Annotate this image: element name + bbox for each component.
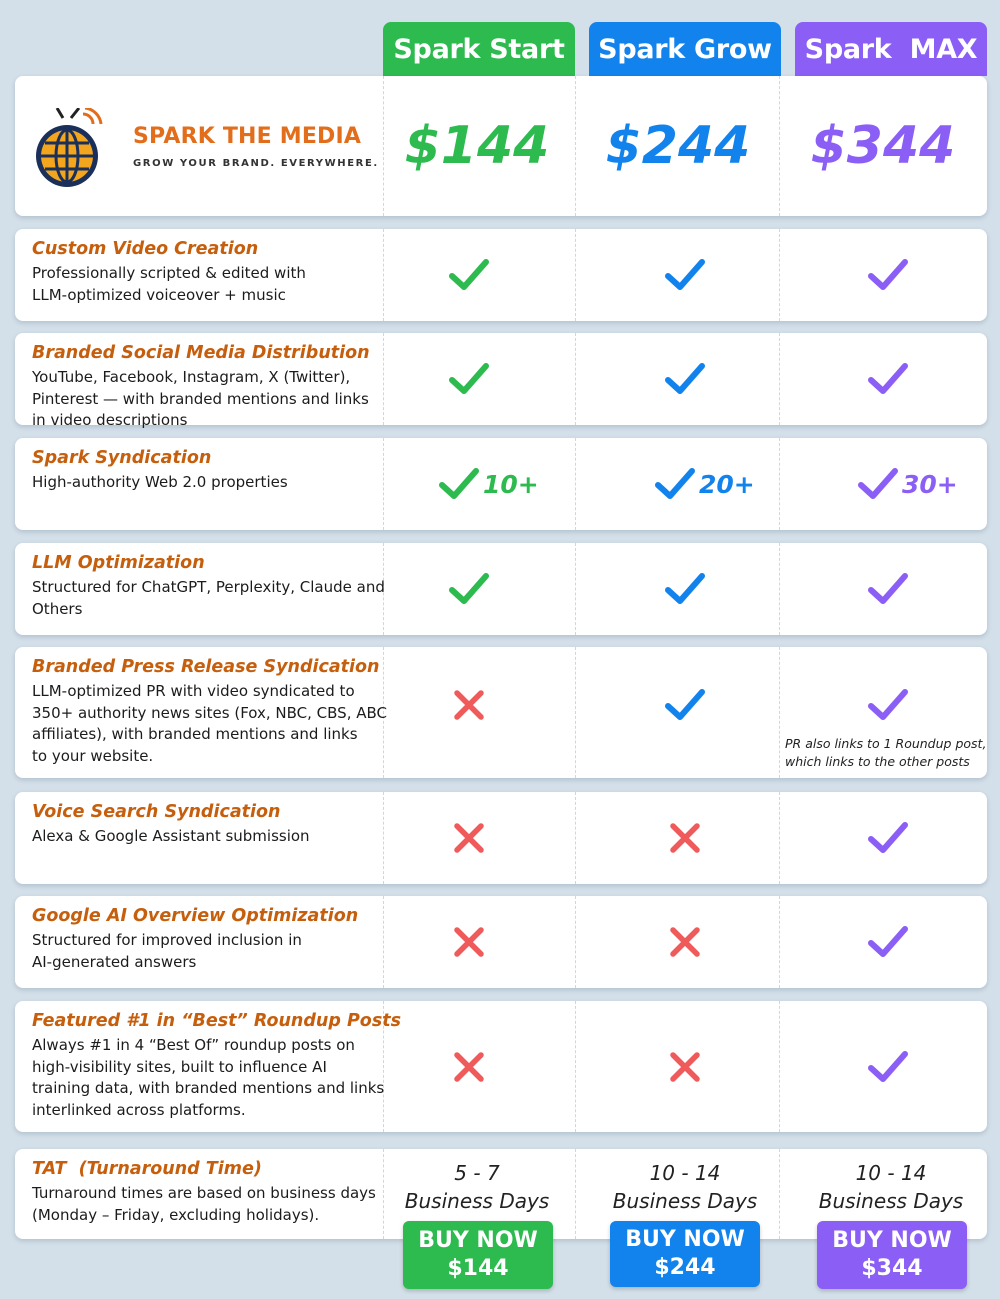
- buy-now-grow-button[interactable]: BUY NOW $244: [610, 1221, 760, 1287]
- feature-row: [15, 896, 987, 988]
- cross-icon-start: [447, 1045, 491, 1089]
- feature-title: Google AI Overview Optimization: [32, 906, 359, 926]
- plan-tab-max: [795, 22, 987, 76]
- price-grow: $244: [605, 116, 751, 176]
- header-card: [15, 76, 987, 216]
- syndication-count-start: 10+: [483, 470, 539, 499]
- feature-row: [15, 229, 987, 321]
- price-max: $344: [810, 116, 956, 176]
- feature-desc: Alexa & Google Assistant submission: [32, 827, 310, 845]
- check-icon-start: [447, 253, 491, 297]
- globe-tv-icon: [33, 108, 125, 192]
- plan-tab-start: [383, 22, 575, 76]
- tat-grow: 10 - 14 Business Days: [612, 1161, 758, 1213]
- feature-desc: YouTube, Facebook, Instagram, X (Twitter), Pinterest — with branded mentions and links in video descriptions: [32, 368, 369, 429]
- plan-name: Spark MAX: [804, 33, 978, 65]
- check-icon-max: [866, 253, 910, 297]
- check-icon-grow: [663, 683, 707, 727]
- check-icon-max: [866, 357, 910, 401]
- check-icon-start: [447, 567, 491, 611]
- check-icon-grow: [663, 253, 707, 297]
- feature-row: [15, 333, 987, 429]
- price-start: $144: [404, 116, 550, 176]
- cross-icon-grow: [663, 920, 707, 964]
- check-icon-max: [856, 462, 900, 506]
- plan-tab-grow: [589, 22, 781, 76]
- feature-title: LLM Optimization: [32, 553, 205, 573]
- feature-row: [15, 792, 987, 884]
- brand-name: SPARK THE MEDIA: [133, 124, 362, 149]
- check-icon-start: [447, 357, 491, 401]
- check-icon-max: [866, 683, 910, 727]
- plan-name: Spark Grow: [598, 33, 772, 65]
- feature-desc: High-authority Web 2.0 properties: [32, 473, 288, 491]
- check-icon-grow: [663, 357, 707, 401]
- feature-desc: LLM-optimized PR with video syndicated to 350+ authority news sites (Fox, NBC, CBS, ABC affiliates), with branded mentions and links to your website.: [32, 682, 388, 765]
- check-icon-grow: [663, 567, 707, 611]
- check-icon-grow: [653, 462, 697, 506]
- check-icon-start: [437, 462, 481, 506]
- check-icon-max: [866, 1045, 910, 1089]
- feature-title: Featured #1 in “Best” Roundup Posts: [32, 1011, 402, 1031]
- syndication-count-grow: 20+: [699, 470, 755, 499]
- buy-now-start-button[interactable]: BUY NOW $144: [403, 1221, 553, 1289]
- feature-desc: Structured for improved inclusion in AI-generated answers: [32, 931, 302, 971]
- buy-now-max-button[interactable]: BUY NOW $344: [817, 1221, 967, 1289]
- feature-row: [15, 647, 987, 778]
- feature-row: [15, 543, 987, 635]
- pr-note: PR also links to 1 Roundup post, which links to the other posts: [785, 736, 987, 769]
- cross-icon-start: [447, 816, 491, 860]
- tat-desc: Turnaround times are based on business days (Monday – Friday, excluding holidays).: [32, 1184, 376, 1224]
- cross-icon-start: [447, 920, 491, 964]
- cross-icon-start: [447, 683, 491, 727]
- tat-title: TAT (Turnaround Time): [32, 1159, 262, 1179]
- tat-start: 5 - 7 Business Days: [404, 1161, 550, 1213]
- feature-desc: Always #1 in 4 “Best Of” roundup posts on high-visibility sites, built to influence AI training data, with branded mentions and links interlinked across platforms.: [32, 1036, 385, 1119]
- feature-title: Spark Syndication: [32, 448, 212, 468]
- feature-row: [15, 1001, 987, 1132]
- feature-title: Voice Search Syndication: [32, 802, 281, 822]
- plan-name: Spark Start: [393, 33, 565, 65]
- brand-logo: [33, 108, 383, 188]
- cross-icon-grow: [663, 1045, 707, 1089]
- check-icon-max: [866, 816, 910, 860]
- feature-desc: Professionally scripted & edited with LLM-optimized voiceover + music: [32, 264, 306, 304]
- check-icon-max: [866, 920, 910, 964]
- feature-title: Branded Press Release Syndication: [32, 657, 380, 677]
- brand-tagline: GROW YOUR BRAND. EVERYWHERE.: [133, 158, 379, 169]
- feature-title: Custom Video Creation: [32, 239, 259, 259]
- feature-row: [15, 438, 987, 530]
- feature-desc: Structured for ChatGPT, Perplexity, Claude and Others: [32, 578, 385, 618]
- cross-icon-grow: [663, 816, 707, 860]
- tat-max: 10 - 14 Business Days: [818, 1161, 964, 1213]
- check-icon-max: [866, 567, 910, 611]
- syndication-count-max: 30+: [902, 470, 958, 499]
- feature-title: Branded Social Media Distribution: [32, 343, 370, 363]
